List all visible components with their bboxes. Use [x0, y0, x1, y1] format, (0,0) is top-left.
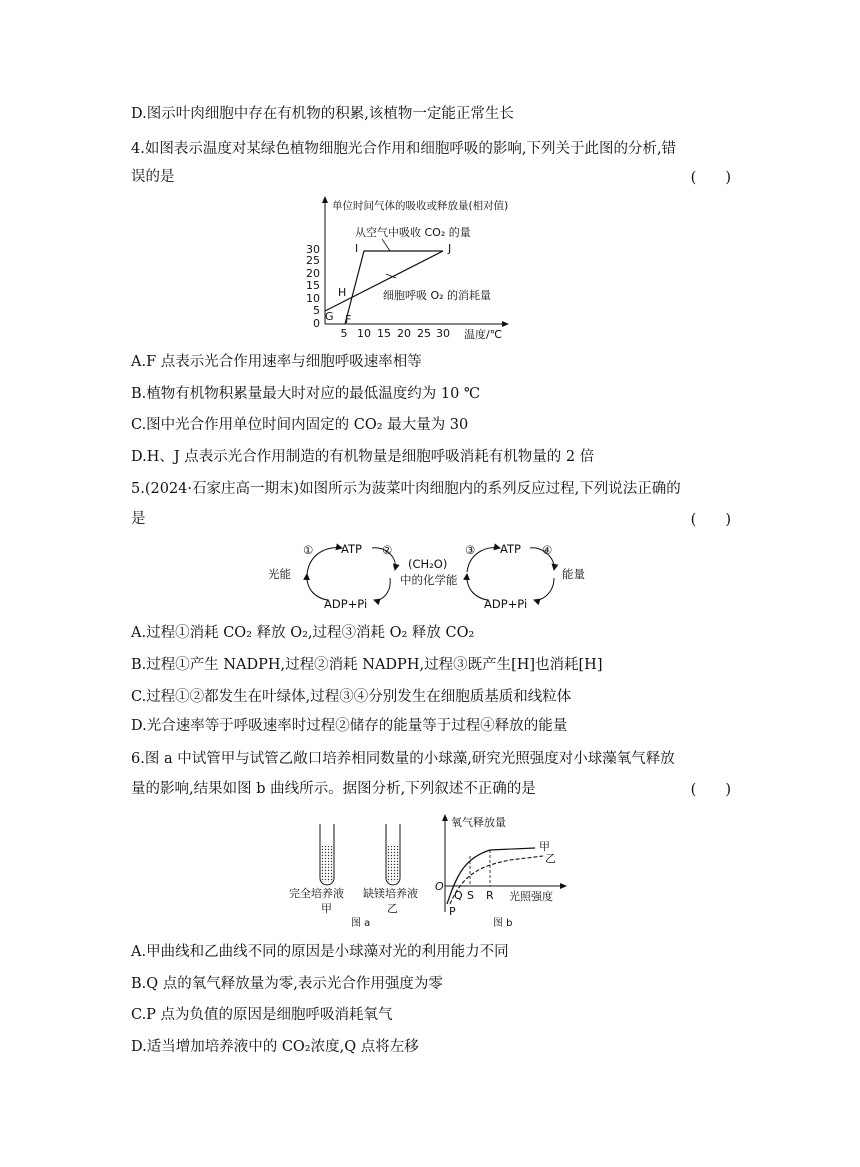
point-g: G [325, 310, 334, 323]
q4-answer-paren: ( ) [690, 170, 731, 186]
ytick-20: 20 [306, 267, 320, 280]
point-s: S [467, 889, 474, 902]
xtick-5: 5 [340, 327, 348, 340]
xtick-15: 15 [377, 327, 391, 340]
q4-option-d: D.H、J 点表示光合作用制造的有机物量是细胞呼吸消耗有机物量的 2 倍 [131, 449, 595, 465]
tube1-medium: 完全培养液 [289, 887, 344, 900]
y-axis-arrow [322, 196, 328, 203]
figb-ylabel: 氧气释放量 [451, 816, 506, 829]
process-4-label: ④ [542, 543, 553, 557]
ch2o-label: (CH₂O) [408, 557, 448, 571]
process-2-label: ② [382, 543, 393, 557]
point-q: Q [454, 889, 463, 902]
q4-option-a: A.F 点表示光合作用速率与细胞呼吸速率相等 [131, 354, 422, 370]
ytick-10: 10 [306, 292, 320, 305]
xtick-20: 20 [397, 327, 411, 340]
q5-stem-line2: 是 [131, 511, 146, 527]
xtick-10: 10 [357, 327, 371, 340]
ytick-5: 5 [313, 304, 320, 317]
q6-option-a: A.甲曲线和乙曲线不同的原因是小球藻对光的利用能力不同 [131, 944, 509, 960]
point-f: F [345, 313, 352, 326]
point-i: I [355, 242, 359, 255]
q4-temperature-chart [300, 192, 550, 342]
q5-answer-paren: ( ) [690, 512, 731, 528]
q5-option-c: C.过程①②都发生在叶绿体,过程③④分别发生在细胞质基质和线粒体 [131, 689, 572, 705]
ytick-30: 30 [306, 243, 320, 256]
fig-b-caption: 图 b [493, 918, 513, 929]
q5-option-b: B.过程①产生 NADPH,过程②消耗 NADPH,过程③既产生[H]也消耗[H] [131, 657, 603, 673]
figb-origin: O [435, 880, 444, 893]
fig-a-caption: 图 a [351, 918, 371, 929]
q5-option-d: D.光合速率等于呼吸速率时过程②储存的能量等于过程④释放的能量 [131, 718, 568, 734]
tube2-name: 乙 [387, 902, 398, 915]
q6-figure [285, 812, 575, 932]
co2-absorption-line [345, 251, 443, 324]
q6-stem-line2: 量的影响,结果如图 b 曲线所示。据图分析,下列叙述不正确的是 [131, 781, 536, 797]
tube-a [320, 824, 334, 885]
q6-option-b: B.Q 点的氧气释放量为零,表示光合作用强度为零 [131, 976, 443, 992]
atp1-label: ATP [341, 542, 362, 556]
q3-option-d: D.图示叶肉细胞中存在有机物的积累,该植物一定能正常生长 [131, 106, 514, 122]
q6-option-c: C.P 点为负值的原因是细胞呼吸消耗氧气 [131, 1007, 393, 1023]
point-r: R [486, 889, 494, 902]
x-axis-arrow [502, 321, 509, 327]
chemical-energy-label: 中的化学能 [400, 573, 458, 587]
process-1-label: ① [303, 543, 314, 557]
q5-stem-line1: 5.(2024·石家庄高一期末)如图所示为菠菜叶肉细胞内的系列反应过程,下列说法正确的 [131, 481, 681, 497]
adp1-label: ADP+Pi [324, 597, 368, 611]
chart-ylabel: 单位时间气体的吸收或释放量(相对值) [332, 200, 509, 212]
q4-option-c: C.图中光合作用单位时间内固定的 CO₂ 最大量为 30 [131, 417, 469, 433]
curve-jia-label: 甲 [539, 840, 550, 853]
point-h: H [338, 286, 347, 299]
curve-yi-label: 乙 [545, 852, 556, 865]
xtick-30: 30 [436, 327, 450, 340]
energy-label: 能量 [562, 567, 585, 581]
q5-energy-cycle-diagram [262, 536, 602, 612]
tube2-medium: 缺镁培养液 [363, 887, 418, 900]
q6-stem-line1: 6.图 a 中试管甲与试管乙敞口培养相同数量的小球藻,研究光照强度对小球藻氧气释放 [131, 751, 675, 767]
o2-line-label: 细胞呼吸 O₂ 的消耗量 [383, 289, 492, 302]
atp2-label: ATP [500, 542, 521, 556]
light-energy-label: 光能 [268, 567, 291, 581]
point-j: J [448, 242, 452, 255]
q4-stem-line2: 误的是 [131, 169, 175, 185]
tube-b [386, 824, 400, 885]
figb-xlabel: 光照强度 [509, 890, 553, 903]
q4-option-b: B.植物有机物积累量最大时对应的最低温度约为 10 ℃ [131, 386, 481, 402]
ytick-0: 0 [313, 317, 320, 330]
adp2-label: ADP+Pi [484, 597, 528, 611]
co2-label-leader [382, 239, 390, 251]
point-p: P [449, 905, 456, 918]
chart-xlabel: 温度/℃ [464, 328, 503, 341]
co2-line-label: 从空气中吸收 CO₂ 的量 [355, 226, 471, 239]
xtick-25: 25 [417, 327, 431, 340]
arrow-to-adp1 [374, 578, 390, 600]
arrow-to-adp2 [534, 578, 554, 600]
q6-answer-paren: ( ) [690, 782, 731, 798]
q5-option-a: A.过程①消耗 CO₂ 释放 O₂,过程③消耗 O₂ 释放 CO₂ [131, 625, 475, 641]
o2-consumption-line [325, 251, 443, 311]
q4-stem-line1: 4.如图表示温度对某绿色植物细胞光合作用和细胞呼吸的影响,下列关于此图的分析,错 [131, 141, 677, 157]
ytick-15: 15 [306, 279, 320, 292]
tube1-name: 甲 [321, 902, 332, 915]
process-3-label: ③ [465, 543, 476, 557]
ytick-25: 25 [306, 254, 320, 267]
q6-option-d: D.适当增加培养液中的 CO₂浓度,Q 点将左移 [131, 1039, 419, 1055]
